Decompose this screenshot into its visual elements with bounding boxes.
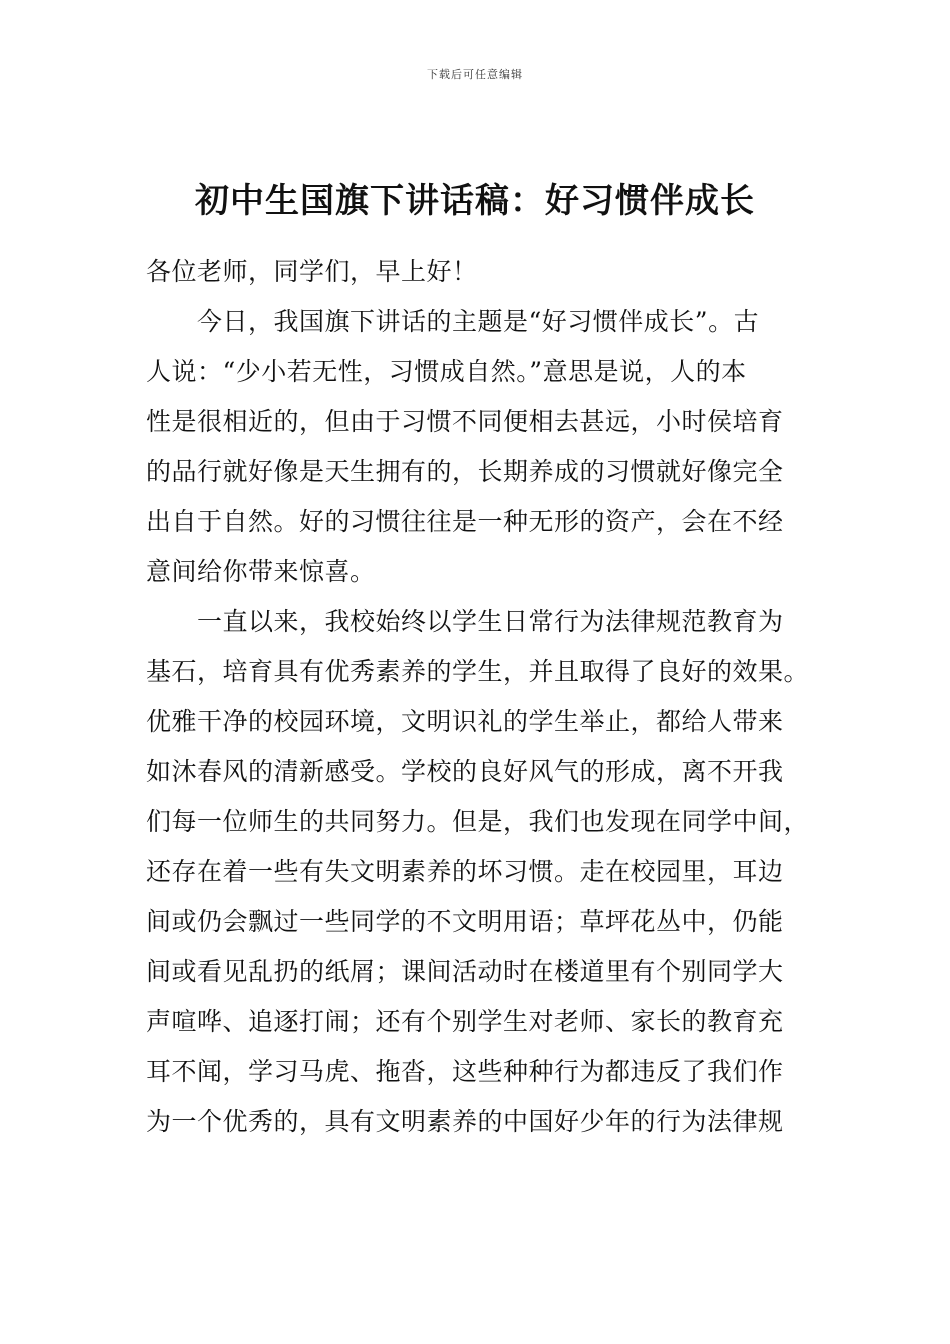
body-line: 还存在着一些有失文明素养的坏习惯。走在校园里，耳边	[146, 857, 784, 886]
document-title: 初中生国旗下讲话稿：好习惯伴成长	[195, 181, 755, 221]
body-line: 基石，培育具有优秀素养的学生，并且取得了良好的效果。	[146, 657, 810, 686]
body-line: 性是很相近的，但由于习惯不同便相去甚远，小时侯培育	[146, 407, 784, 436]
body-line: 如沐春风的清新感受。学校的良好风气的形成，离不开我	[146, 757, 784, 786]
body-line: 今日，我国旗下讲话的主题是“好习惯伴成长”。古	[197, 307, 760, 336]
body-line: 为一个优秀的，具有文明素养的中国好少年的行为法律规	[146, 1107, 784, 1136]
body-line: 的品行就好像是天生拥有的，长期养成的习惯就好像完全	[146, 457, 784, 486]
body-line: 声喧哗、追逐打闹；还有个别学生对老师、家长的教育充	[146, 1007, 784, 1036]
body-line: 耳不闻，学习马虎、拖沓，这些种种行为都违反了我们作	[146, 1057, 784, 1086]
body-line: 人说：“少小若无性，习惯成自然。”意思是说，人的本	[146, 357, 747, 386]
body-text	[146, 247, 810, 1147]
header-note: 下载后可任意编辑	[427, 68, 523, 81]
body-line: 间或看见乱扔的纸屑；课间活动时在楼道里有个别同学大	[146, 957, 784, 986]
body-line: 出自于自然。好的习惯往往是一种无形的资产，会在不经	[146, 507, 784, 536]
body-line: 各位老师，同学们，早上好！	[146, 257, 478, 286]
body-line: 们每一位师生的共同努力。但是，我们也发现在同学中间，	[146, 807, 810, 836]
body-line: 意间给你带来惊喜。	[146, 557, 376, 586]
body-line: 间或仍会飘过一些同学的不文明用语；草坪花丛中，仍能	[146, 907, 784, 936]
body-line: 优雅干净的校园环境，文明识礼的学生举止，都给人带来	[146, 707, 784, 736]
body-line: 一直以来，我校始终以学生日常行为法律规范教育为	[197, 607, 784, 636]
